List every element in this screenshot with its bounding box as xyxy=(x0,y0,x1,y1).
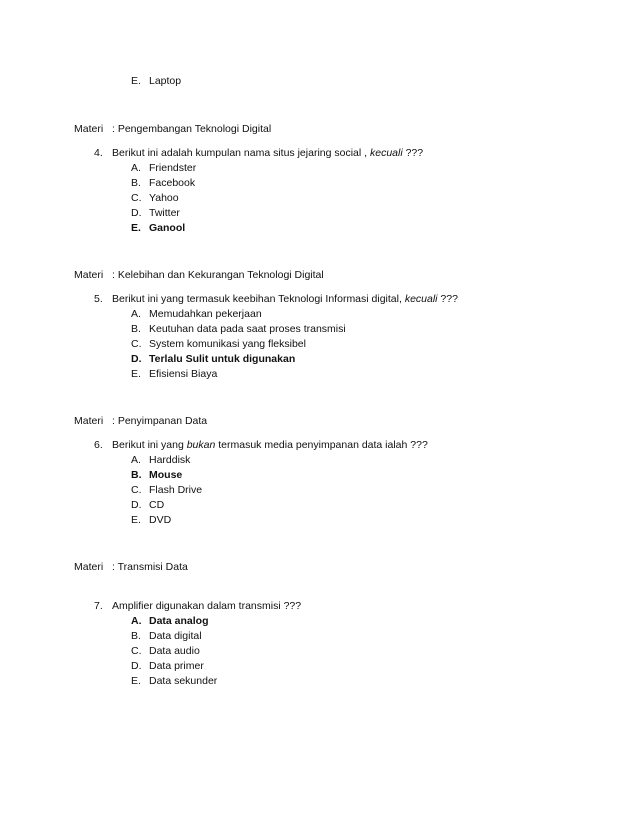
option-item xyxy=(131,453,190,467)
section-heading xyxy=(74,268,324,282)
option-text: Efisiensi Biaya xyxy=(149,368,218,380)
option-letter: E. xyxy=(131,368,141,380)
option-letter: C. xyxy=(131,484,142,496)
section-prefix: Materi xyxy=(74,561,104,573)
section-heading xyxy=(74,560,188,574)
option-text: Data sekunder xyxy=(149,675,218,687)
option-item-answer xyxy=(131,352,295,366)
option-text: Friendster xyxy=(149,162,197,174)
option-letter: D. xyxy=(131,499,142,511)
option-item xyxy=(131,513,171,527)
option-text: Data digital xyxy=(149,630,202,642)
section-title: : Transmisi Data xyxy=(112,561,188,573)
option-item xyxy=(131,206,180,220)
section-heading xyxy=(74,122,271,136)
option-letter: E. xyxy=(131,514,141,526)
option-item-answer xyxy=(131,614,209,628)
option-item xyxy=(131,498,164,512)
section-prefix: Materi xyxy=(74,123,104,135)
section-prefix: Materi xyxy=(74,415,104,427)
option-text: Yahoo xyxy=(149,192,179,204)
option-text: CD xyxy=(149,499,165,511)
option-item xyxy=(131,191,179,205)
option-item xyxy=(131,644,200,658)
section-heading xyxy=(74,414,207,428)
question xyxy=(94,292,458,306)
option-letter: A. xyxy=(131,454,141,466)
option-item xyxy=(131,674,217,688)
option-text: Terlalu Sulit untuk digunakan xyxy=(149,353,296,365)
option-item xyxy=(131,74,181,88)
option-letter: E. xyxy=(131,222,141,234)
option-item xyxy=(131,322,346,336)
option-text: Harddisk xyxy=(149,454,191,466)
option-text: Data analog xyxy=(149,615,209,627)
question xyxy=(94,438,428,452)
option-item xyxy=(131,483,202,497)
option-letter: E. xyxy=(131,675,141,687)
option-item xyxy=(131,176,195,190)
question-number: 6. xyxy=(94,439,103,451)
option-text: DVD xyxy=(149,514,172,526)
option-text: Laptop xyxy=(149,75,182,87)
section-title: : Kelebihan dan Kekurangan Teknologi Digital xyxy=(112,269,324,281)
option-text: System komunikasi yang fleksibel xyxy=(149,338,306,350)
option-letter: B. xyxy=(131,323,141,335)
option-item xyxy=(131,307,262,321)
option-item xyxy=(131,367,217,381)
section-prefix: Materi xyxy=(74,269,104,281)
question-number: 4. xyxy=(94,147,103,159)
section-title: : Pengembangan Teknologi Digital xyxy=(112,123,272,135)
option-text: Memudahkan pekerjaan xyxy=(149,308,262,320)
option-text: Facebook xyxy=(149,177,196,189)
question xyxy=(94,146,423,160)
question-suffix: ??? xyxy=(405,147,424,159)
question-emphasis: bukan xyxy=(186,439,216,451)
option-item xyxy=(131,629,202,643)
question-suffix: termasuk media penyimpanan data ialah ??? xyxy=(218,439,428,451)
option-letter: D. xyxy=(131,207,142,219)
question-number: 5. xyxy=(94,293,103,305)
question-text: Berikut ini adalah kumpulan nama situs jejaring social , xyxy=(112,147,368,159)
option-letter: D. xyxy=(131,660,142,672)
option-letter: A. xyxy=(131,162,141,174)
option-text: Flash Drive xyxy=(149,484,203,496)
option-text: Mouse xyxy=(149,469,183,481)
option-text: Data audio xyxy=(149,645,200,657)
option-item-answer xyxy=(131,468,182,482)
option-letter: B. xyxy=(131,177,141,189)
question-text: Berikut ini yang xyxy=(112,439,184,451)
option-letter: B. xyxy=(131,469,142,481)
option-letter: C. xyxy=(131,645,142,657)
option-text: Data primer xyxy=(149,660,204,672)
question-emphasis: kecuali xyxy=(369,147,403,159)
option-item xyxy=(131,161,196,175)
question-suffix: ??? xyxy=(440,293,458,305)
option-item xyxy=(131,659,204,673)
option-letter: A. xyxy=(131,615,142,627)
option-letter: E. xyxy=(131,75,141,87)
question-emphasis: kecuali xyxy=(404,293,438,305)
option-letter: D. xyxy=(131,353,142,365)
question xyxy=(94,599,301,613)
section-title: : Penyimpanan Data xyxy=(112,415,208,427)
option-letter: B. xyxy=(131,630,141,642)
question-text: Berikut ini yang termasuk keebihan Teknologi Informasi digital, xyxy=(112,293,402,305)
option-item xyxy=(131,337,306,351)
question-number: 7. xyxy=(94,600,103,612)
option-letter: A. xyxy=(131,308,141,320)
option-text: Ganool xyxy=(149,222,186,234)
option-letter: C. xyxy=(131,338,142,350)
question-text: Amplifier digunakan dalam transmisi ??? xyxy=(112,600,302,612)
option-text: Keutuhan data pada saat proses transmisi xyxy=(149,323,346,335)
option-letter: C. xyxy=(131,192,142,204)
option-item-answer xyxy=(131,221,185,235)
option-text: Twitter xyxy=(149,207,180,219)
